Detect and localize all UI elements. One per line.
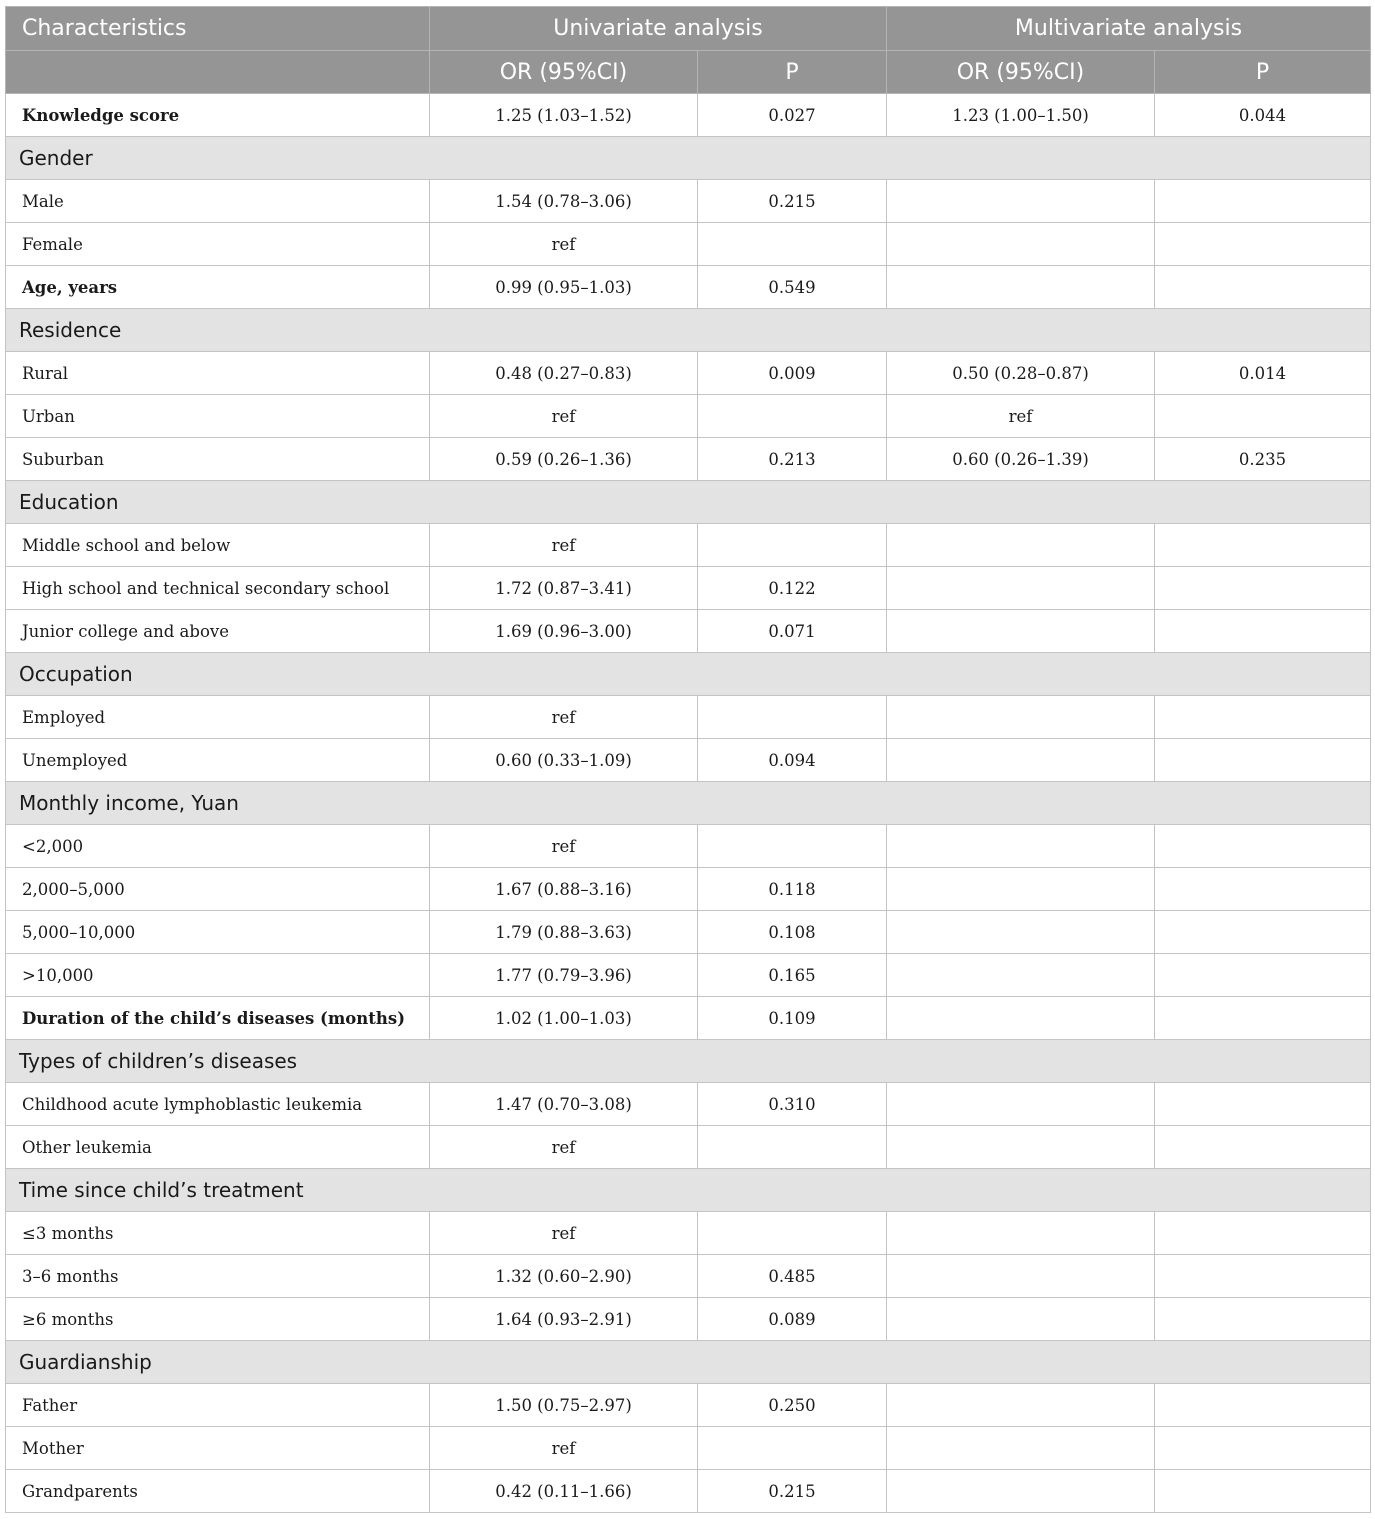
table-row	[6, 352, 1371, 395]
univariate-p-cell: 0.122	[698, 567, 887, 610]
row-label: Other leukemia	[6, 1126, 430, 1169]
row-label: >10,000	[6, 954, 430, 997]
univariate-header: Univariate analysis	[430, 7, 887, 51]
multivariate-or-cell	[887, 1126, 1155, 1169]
univariate-or-cell: 0.60 (0.33–1.09)	[430, 739, 698, 782]
multivariate-p-cell	[1155, 1470, 1371, 1513]
univariate-or-cell: 0.59 (0.26–1.36)	[430, 438, 698, 481]
row-label: Childhood acute lymphoblastic leukemia	[6, 1083, 430, 1126]
univariate-or-cell: ref	[430, 524, 698, 567]
univariate-p-cell: 0.215	[698, 180, 887, 223]
univariate-or-cell: 1.77 (0.79–3.96)	[430, 954, 698, 997]
multivariate-or-cell	[887, 1384, 1155, 1427]
univariate-p-cell: 0.165	[698, 954, 887, 997]
multivariate-or-cell	[887, 223, 1155, 266]
table-row	[6, 997, 1371, 1040]
multivariate-p-cell	[1155, 868, 1371, 911]
multivariate-p-cell	[1155, 395, 1371, 438]
row-label: 5,000–10,000	[6, 911, 430, 954]
row-label: Female	[6, 223, 430, 266]
multivariate-p-cell	[1155, 1126, 1371, 1169]
table-row	[6, 524, 1371, 567]
row-label: Male	[6, 180, 430, 223]
table-row	[6, 567, 1371, 610]
multivariate-or-cell	[887, 997, 1155, 1040]
multivariate-header: Multivariate analysis	[887, 7, 1371, 51]
univariate-p-cell: 0.549	[698, 266, 887, 309]
multivariate-or-cell: ref	[887, 395, 1155, 438]
univariate-or-cell: 0.42 (0.11–1.66)	[430, 1470, 698, 1513]
multivariate-p-cell	[1155, 524, 1371, 567]
section-row	[6, 1341, 1371, 1384]
multivariate-or-cell: 0.60 (0.26–1.39)	[887, 438, 1155, 481]
section-row	[6, 1169, 1371, 1212]
univariate-p-cell	[698, 696, 887, 739]
multivariate-p-cell: 0.014	[1155, 352, 1371, 395]
row-label: Rural	[6, 352, 430, 395]
row-label: Employed	[6, 696, 430, 739]
univariate-p-cell: 0.108	[698, 911, 887, 954]
univariate-or-cell: 1.32 (0.60–2.90)	[430, 1255, 698, 1298]
univariate-or-cell: 1.72 (0.87–3.41)	[430, 567, 698, 610]
univariate-or-header: OR (95%CI)	[430, 51, 698, 94]
multivariate-p-cell	[1155, 567, 1371, 610]
multivariate-p-cell	[1155, 610, 1371, 653]
table-header	[6, 7, 1371, 94]
univariate-p-cell: 0.485	[698, 1255, 887, 1298]
univariate-p-header: P	[698, 51, 887, 94]
multivariate-p-cell	[1155, 1255, 1371, 1298]
univariate-or-cell: 0.48 (0.27–0.83)	[430, 352, 698, 395]
multivariate-p-cell	[1155, 1384, 1371, 1427]
multivariate-or-cell	[887, 1083, 1155, 1126]
univariate-p-cell	[698, 223, 887, 266]
univariate-or-cell: 1.25 (1.03–1.52)	[430, 94, 698, 137]
multivariate-or-header: OR (95%CI)	[887, 51, 1155, 94]
univariate-or-cell: ref	[430, 1212, 698, 1255]
section-label: Time since child’s treatment	[6, 1169, 1371, 1212]
section-label: Residence	[6, 309, 1371, 352]
row-label: Unemployed	[6, 739, 430, 782]
header-row-sub	[6, 51, 1371, 94]
table-row	[6, 223, 1371, 266]
multivariate-p-cell: 0.235	[1155, 438, 1371, 481]
univariate-or-cell: ref	[430, 696, 698, 739]
multivariate-p-cell	[1155, 180, 1371, 223]
section-row	[6, 1040, 1371, 1083]
multivariate-or-cell	[887, 1298, 1155, 1341]
univariate-p-cell: 0.310	[698, 1083, 887, 1126]
section-row	[6, 309, 1371, 352]
univariate-p-cell: 0.250	[698, 1384, 887, 1427]
univariate-p-cell: 0.094	[698, 739, 887, 782]
table-row	[6, 825, 1371, 868]
row-label: Duration of the child’s diseases (months)	[6, 997, 430, 1040]
section-label: Types of children’s diseases	[6, 1040, 1371, 1083]
univariate-p-cell: 0.118	[698, 868, 887, 911]
univariate-p-cell	[698, 395, 887, 438]
multivariate-or-cell	[887, 1255, 1155, 1298]
section-row	[6, 782, 1371, 825]
univariate-or-cell: 1.69 (0.96–3.00)	[430, 610, 698, 653]
row-label: ≥6 months	[6, 1298, 430, 1341]
table-row	[6, 180, 1371, 223]
univariate-or-cell: ref	[430, 395, 698, 438]
multivariate-or-cell	[887, 696, 1155, 739]
row-label: Father	[6, 1384, 430, 1427]
multivariate-p-cell	[1155, 266, 1371, 309]
row-label: Age, years	[6, 266, 430, 309]
multivariate-or-cell	[887, 1212, 1155, 1255]
univariate-p-cell	[698, 1427, 887, 1470]
section-row	[6, 481, 1371, 524]
univariate-or-cell: 1.50 (0.75–2.97)	[430, 1384, 698, 1427]
row-label: 3–6 months	[6, 1255, 430, 1298]
table-row	[6, 438, 1371, 481]
univariate-p-cell: 0.009	[698, 352, 887, 395]
section-row	[6, 653, 1371, 696]
multivariate-or-cell	[887, 825, 1155, 868]
multivariate-or-cell	[887, 567, 1155, 610]
multivariate-p-cell	[1155, 1298, 1371, 1341]
section-label: Occupation	[6, 653, 1371, 696]
univariate-p-cell	[698, 1126, 887, 1169]
univariate-p-cell: 0.089	[698, 1298, 887, 1341]
row-label: <2,000	[6, 825, 430, 868]
univariate-p-cell	[698, 825, 887, 868]
univariate-or-cell: ref	[430, 1126, 698, 1169]
multivariate-or-cell	[887, 739, 1155, 782]
row-label: High school and technical secondary school	[6, 567, 430, 610]
characteristics-header: Characteristics	[6, 7, 430, 51]
univariate-p-cell	[698, 1212, 887, 1255]
section-label: Gender	[6, 137, 1371, 180]
univariate-or-cell: 1.47 (0.70–3.08)	[430, 1083, 698, 1126]
table-row	[6, 868, 1371, 911]
row-label: Mother	[6, 1427, 430, 1470]
multivariate-p-cell	[1155, 739, 1371, 782]
multivariate-p-header: P	[1155, 51, 1371, 94]
multivariate-or-cell	[887, 180, 1155, 223]
multivariate-p-cell	[1155, 954, 1371, 997]
table-row	[6, 1083, 1371, 1126]
row-label: Suburban	[6, 438, 430, 481]
multivariate-p-cell	[1155, 997, 1371, 1040]
univariate-p-cell: 0.071	[698, 610, 887, 653]
row-label: 2,000–5,000	[6, 868, 430, 911]
univariate-or-cell: 1.64 (0.93–2.91)	[430, 1298, 698, 1341]
table-row	[6, 739, 1371, 782]
multivariate-p-cell	[1155, 1083, 1371, 1126]
table-row	[6, 696, 1371, 739]
multivariate-p-cell	[1155, 825, 1371, 868]
table-row	[6, 94, 1371, 137]
table-row	[6, 1427, 1371, 1470]
multivariate-or-cell	[887, 266, 1155, 309]
characteristics-subheader-empty	[6, 51, 430, 94]
section-row	[6, 137, 1371, 180]
multivariate-p-cell: 0.044	[1155, 94, 1371, 137]
row-label: Grandparents	[6, 1470, 430, 1513]
multivariate-p-cell	[1155, 696, 1371, 739]
univariate-or-cell: ref	[430, 825, 698, 868]
univariate-or-cell: ref	[430, 223, 698, 266]
univariate-p-cell: 0.109	[698, 997, 887, 1040]
univariate-or-cell: ref	[430, 1427, 698, 1470]
table-row	[6, 395, 1371, 438]
row-label: Urban	[6, 395, 430, 438]
multivariate-or-cell: 0.50 (0.28–0.87)	[887, 352, 1155, 395]
multivariate-or-cell	[887, 610, 1155, 653]
table-row	[6, 1384, 1371, 1427]
univariate-p-cell: 0.213	[698, 438, 887, 481]
multivariate-p-cell	[1155, 1427, 1371, 1470]
table-row	[6, 1298, 1371, 1341]
univariate-or-cell: 1.67 (0.88–3.16)	[430, 868, 698, 911]
table-row	[6, 911, 1371, 954]
table-row	[6, 1212, 1371, 1255]
table-row	[6, 1255, 1371, 1298]
row-label: ≤3 months	[6, 1212, 430, 1255]
univariate-p-cell: 0.027	[698, 94, 887, 137]
multivariate-or-cell	[887, 1470, 1155, 1513]
multivariate-p-cell	[1155, 911, 1371, 954]
univariate-or-cell: 0.99 (0.95–1.03)	[430, 266, 698, 309]
table-row	[6, 610, 1371, 653]
section-label: Guardianship	[6, 1341, 1371, 1384]
univariate-or-cell: 1.79 (0.88–3.63)	[430, 911, 698, 954]
table-body	[6, 94, 1371, 1513]
table-row	[6, 266, 1371, 309]
multivariate-or-cell	[887, 524, 1155, 567]
row-label: Junior college and above	[6, 610, 430, 653]
row-label: Middle school and below	[6, 524, 430, 567]
multivariate-or-cell	[887, 954, 1155, 997]
univariate-p-cell: 0.215	[698, 1470, 887, 1513]
regression-table	[5, 6, 1371, 1513]
section-label: Education	[6, 481, 1371, 524]
row-label: Knowledge score	[6, 94, 430, 137]
multivariate-or-cell	[887, 911, 1155, 954]
section-label: Monthly income, Yuan	[6, 782, 1371, 825]
multivariate-or-cell	[887, 1427, 1155, 1470]
univariate-or-cell: 1.02 (1.00–1.03)	[430, 997, 698, 1040]
multivariate-p-cell	[1155, 1212, 1371, 1255]
table-row	[6, 1470, 1371, 1513]
multivariate-or-cell: 1.23 (1.00–1.50)	[887, 94, 1155, 137]
header-row-top	[6, 7, 1371, 51]
univariate-p-cell	[698, 524, 887, 567]
table-row	[6, 1126, 1371, 1169]
multivariate-p-cell	[1155, 223, 1371, 266]
table-row	[6, 954, 1371, 997]
multivariate-or-cell	[887, 868, 1155, 911]
univariate-or-cell: 1.54 (0.78–3.06)	[430, 180, 698, 223]
